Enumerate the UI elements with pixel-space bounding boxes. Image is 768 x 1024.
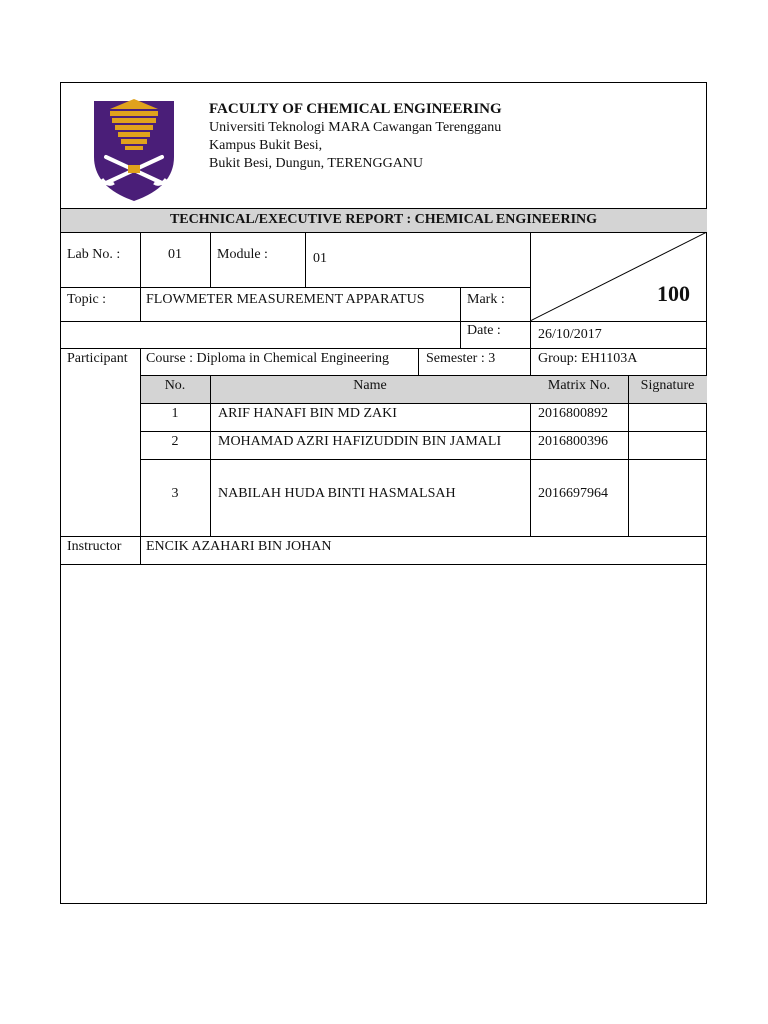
row-no: 1 [171,406,179,421]
row-name: NABILAH HUDA BINTI HASMALSAH [218,486,456,501]
header-no: No. [164,378,186,393]
module-label: Module : [217,247,268,262]
campus-name: Kampus Bukit Besi, [209,138,323,153]
participant-label: Participant [67,351,128,366]
header-signature: Signature [640,378,695,393]
course-text: Course : Diploma in Chemical Engineering [146,351,390,366]
address-line: Bukit Besi, Dungun, TERENGGANU [209,156,424,171]
header-matrix: Matrix No. [547,378,611,393]
date-label: Date : [467,323,501,338]
uitm-logo [88,95,180,205]
mark-label: Mark : [467,292,505,307]
row-no: 3 [171,486,179,501]
report-title: TECHNICAL/EXECUTIVE REPORT : CHEMICAL ENGINEERING [169,212,598,227]
mark-value: 100 [657,281,690,306]
university-name: Universiti Teknologi MARA Cawangan Terengganu [209,120,502,135]
module-value: 01 [313,251,327,266]
lab-no-label: Lab No. : [67,247,121,262]
row-no: 2 [171,434,179,449]
instructor-value: ENCIK AZAHARI BIN JOHAN [146,539,332,554]
topic-label: Topic : [67,292,107,307]
faculty-name: FACULTY OF CHEMICAL ENGINEERING [209,101,502,117]
row-name: ARIF HANAFI BIN MD ZAKI [218,406,397,421]
instructor-label: Instructor [67,539,122,554]
header-name: Name [353,378,387,393]
topic-value: FLOWMETER MEASUREMENT APPARATUS [146,292,425,307]
date-value: 26/10/2017 [538,327,602,342]
group-text: Group: EH1103A [538,351,638,366]
row-matrix: 2016800396 [538,434,608,449]
mark-diagonal [530,232,707,321]
row-name: MOHAMAD AZRI HAFIZUDDIN BIN JAMALI [218,434,502,449]
lab-no-value: 01 [168,247,182,262]
semester-text: Semester : 3 [426,351,496,366]
row-matrix: 2016697964 [538,486,608,501]
row-matrix: 2016800892 [538,406,608,421]
